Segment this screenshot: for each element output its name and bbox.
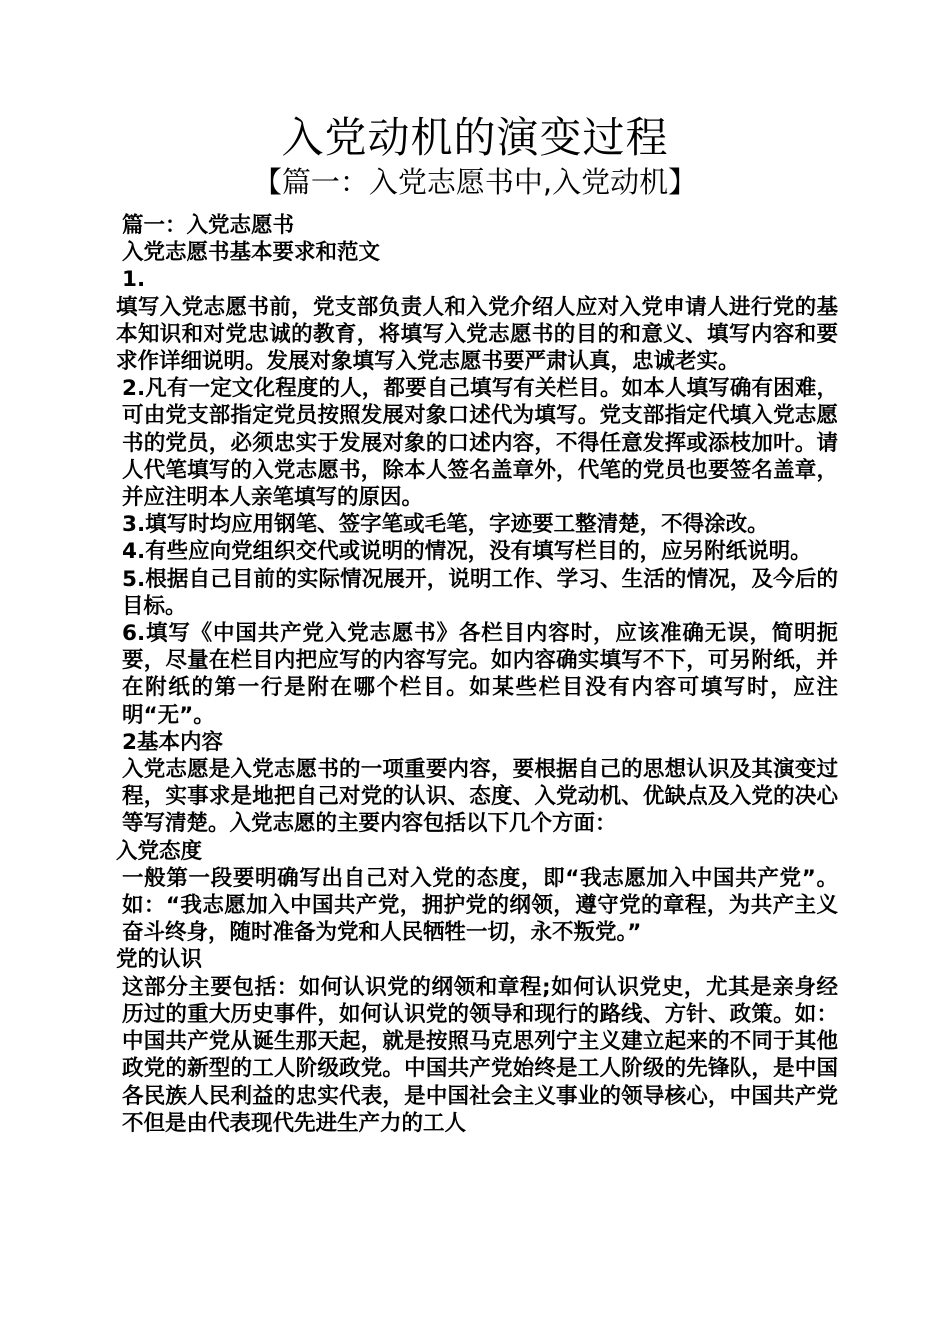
list-number: 1. <box>122 267 146 293</box>
list-item-2: 2.凡有一定文化程度的人，都要自己填写有关栏目。如本人填写确有困难，可由党支部指定党员按照发展对象口述代为填写。党支部指定代填入党志愿书的党员，必须忠实于发展对象的口述内容，不得任意发挥或添枝加叶。请人代笔填写的入党志愿书，除本人签名盖章外，代笔的党员也要签名盖章，并应注明本人亲笔填写的原因。 <box>122 376 838 511</box>
basic-content-heading: 2基本内容 <box>122 729 223 755</box>
attitude-heading: 入党态度 <box>116 838 203 864</box>
paragraph: 一般第一段要明确写出自己对入党的态度，即“我志愿加入中国共产党”。如：“我志愿加入中国共产党，拥护党的纲领，遵守党的章程，为共产主义奋斗终身，随时准备为党和人民牺牲一切，永不叛党。” <box>122 865 838 946</box>
list-item-1: 填写入党志愿书前，党支部负责人和入党介绍人应对入党申请人进行党的基本知识和对党忠诚的教育，将填写入党志愿书的目的和意义、填写内容和要求作详细说明。发展对象填写入党志愿书要严肃认真，忠诚老实。 <box>116 294 838 375</box>
list-item-3: 3.填写时均应用钢笔、签字笔或毛笔，字迹要工整清楚，不得涂改。 <box>122 512 769 538</box>
document-body <box>116 212 838 1137</box>
understanding-heading: 党的认识 <box>116 947 203 973</box>
list-item-4: 4.有些应向党组织交代或说明的情况，没有填写栏目的，应另附纸说明。 <box>122 539 812 565</box>
subsection-heading: 入党志愿书基本要求和范文 <box>122 240 381 266</box>
paragraph: 入党志愿是入党志愿书的一项重要内容，要根据自己的思想认识及其演变过程，实事求是地把自己对党的认识、态度、入党动机、优缺点及入党的决心等写清楚。入党志愿的主要内容包括以下几个方面： <box>122 757 838 837</box>
list-item-6: 6.填写《中国共产党入党志愿书》各栏目内容时，应该准确无误，简明扼要，尽量在栏目内把应写的内容写完。如内容确实填写不下，可另附纸，并在附纸的第一行是附在哪个栏目。如某些栏目没有内容可填写时，应注明“无”。 <box>122 621 838 728</box>
paragraph: 这部分主要包括：如何认识党的纲领和章程;如何认识党史，尤其是亲身经历过的重大历史事件，如何认识党的领导和现行的路线、方针、政策。如：中国共产党从诞生那天起，就是按照马克思列宁主义建立起来的不同于其他政党的新型的工人阶级政党。中国共产党始终是工人阶级的先锋队，是中国各民族人民利益的忠实代表，是中国社会主义事业的领导核心，中国共产党不但是由代表现代先进生产力的工人 <box>122 974 838 1136</box>
list-item-5: 5.根据自己目前的实际情况展开，说明工作、学习、生活的情况，及今后的目标。 <box>122 566 838 619</box>
section-heading: 篇一：入党志愿书 <box>122 213 295 238</box>
page-subtitle: 【篇一：入党志愿书中,入党动机】 <box>252 165 698 199</box>
page-title: 入党动机的演变过程 <box>281 113 669 162</box>
